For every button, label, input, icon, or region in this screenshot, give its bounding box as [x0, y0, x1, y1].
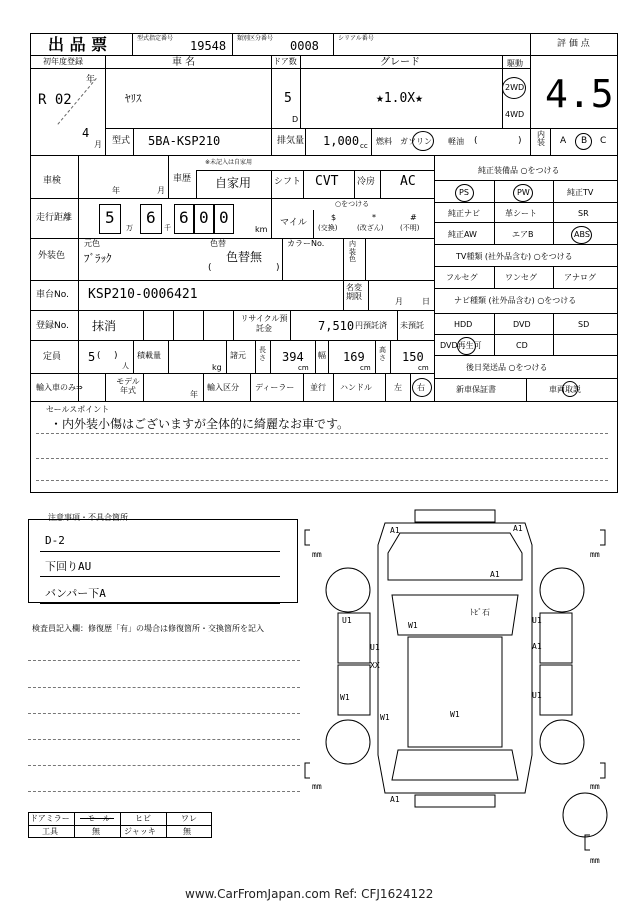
missing-v2: 無 — [92, 827, 100, 836]
car-damage-diagram — [300, 505, 625, 870]
handle-selected-circle — [412, 378, 432, 397]
car-name-value: ﾔﾘｽ — [125, 92, 142, 105]
repaint-paren-open: ( — [208, 263, 212, 273]
drive-label: 駆動 — [507, 59, 523, 68]
first-reg-year: R 02 — [38, 92, 72, 108]
model-designation-value: 19548 — [190, 39, 227, 53]
mark-4: ﾄﾋﾞ石 — [470, 608, 490, 617]
name-period-label: 名変期限 — [346, 283, 362, 302]
note-line-3: バンパー下A — [45, 587, 106, 600]
name-day-label: 日 — [422, 297, 430, 306]
load-unit: kg — [212, 363, 222, 372]
load-label: 積載量 — [137, 351, 161, 360]
missing-v1: 工具 — [42, 827, 58, 836]
doors-value: 5 — [284, 91, 292, 106]
capacity-unit: 人 — [122, 362, 129, 370]
repaint-label: 色替 — [210, 239, 226, 248]
mileage-label: 走行距離 — [36, 213, 73, 223]
interior-selected-circle — [575, 133, 592, 150]
doors-label: ドア数 — [273, 57, 297, 66]
equip-pw: PW — [517, 188, 530, 197]
repaint-paren-close: ) — [276, 263, 280, 273]
import-type-label: 輸入区分 — [207, 383, 239, 392]
orig-color-value: ﾌﾞﾗｯｸ — [84, 252, 112, 265]
inspection-label: 車検 — [43, 176, 62, 186]
mark-11: U1 — [532, 691, 542, 700]
navi-dvd: DVD — [513, 320, 531, 329]
dims-label: 諸元 — [230, 351, 246, 360]
recycle-unpaid: 未預託 — [400, 321, 424, 330]
drive-4wd: 4WD — [505, 110, 525, 119]
displacement-unit: cc — [360, 142, 368, 150]
spare-wheel — [563, 793, 607, 837]
equip-aw: 純正AW — [448, 230, 477, 239]
equip-leather: 革シート — [505, 209, 537, 218]
length-unit: cm — [298, 364, 309, 372]
category-label: 類別区分番号 — [237, 35, 274, 42]
missing-v4: 無 — [183, 827, 191, 836]
interior-grade-b: B — [581, 136, 588, 146]
navi-cd: CD — [516, 341, 528, 350]
mark-15: A1 — [390, 795, 400, 804]
ac-label: 冷房 — [357, 177, 376, 187]
category-value: 0008 — [290, 39, 319, 53]
length-label: 長さ — [259, 346, 266, 362]
capacity-value: 5 — [88, 350, 96, 364]
meter-opt-hash-label: (不明) — [400, 224, 420, 232]
mileage-unit-man: 万 — [126, 224, 133, 232]
height-unit: cm — [418, 364, 429, 372]
capacity-label: 定員 — [43, 352, 62, 362]
mark-9: U1 — [532, 616, 542, 625]
handle-left: 左 — [394, 383, 402, 392]
equip-ps: PS — [459, 188, 469, 197]
height-value: 150 — [402, 350, 424, 364]
mileage-digit-4: 0 — [199, 208, 209, 227]
drive-selected-circle — [502, 77, 526, 99]
missing-h1: ドアミラー — [30, 814, 70, 823]
equip-pw-circle — [513, 184, 533, 202]
reg-no-value: 抹消 — [92, 319, 117, 333]
fuel-paren-open: ( — [474, 136, 478, 146]
color-no-label: カラーNo. — [287, 239, 325, 248]
equip-abs: ABS — [574, 230, 590, 239]
missing-h2-strike — [80, 818, 114, 819]
navi-sd: SD — [578, 320, 590, 329]
equip-ps-circle — [455, 184, 474, 202]
equipment-title: 純正装備品 ○をつける — [478, 166, 560, 175]
mileage-unit-sen: 千 — [164, 224, 171, 232]
fuel-value: ガソリン — [400, 137, 432, 146]
mark-6: W1 — [408, 621, 418, 630]
length-value: 394 — [282, 350, 304, 364]
int-color-label: 内装色 — [349, 240, 356, 264]
fuel-selected-circle — [412, 131, 434, 151]
capacity-paren-close: ) — [114, 351, 118, 361]
score-value: 4.5 — [545, 72, 614, 116]
inspector-label: 検査員記入欄：修復歴「有」の場合は修復箇所・交換箇所を記入 — [32, 624, 264, 633]
mileage-digit-3: 6 — [179, 208, 189, 227]
shift-value: CVT — [315, 174, 339, 189]
sales-text: ・内外装小傷はございますが全体的に綺麗なお車です。 — [50, 417, 350, 431]
wheel-front-right — [540, 568, 584, 612]
score-label: 評 価 点 — [557, 39, 590, 49]
first-reg-year-label: 年 — [86, 75, 96, 85]
mark-10: A1 — [532, 642, 542, 651]
interior-grade-c: C — [600, 136, 607, 146]
later-manual-circle — [562, 381, 578, 397]
mark-14: W1 — [450, 710, 460, 719]
model-year-unit: 年 — [190, 390, 198, 399]
drive-2wd: 2WD — [505, 83, 525, 92]
grade-value: ★1.0X★ — [376, 91, 423, 106]
import-label: 輸入車のみ⇒ — [36, 383, 83, 392]
equip-navi: 純正ナビ — [448, 209, 480, 218]
missing-h4: ワレ — [181, 814, 197, 823]
equip-abs-circle — [571, 226, 592, 244]
mm-label-1: mm — [312, 550, 322, 559]
note-line-1: D-2 — [45, 534, 65, 547]
navi-dvd-play-circle — [457, 337, 476, 355]
mile-label: マイル — [280, 218, 307, 228]
later-title: 後日発送品 ○をつける — [466, 363, 548, 372]
sales-label: セールスポイント — [46, 405, 110, 414]
meter-opt-hash: # — [410, 213, 417, 222]
mileage-unit-km: km — [255, 225, 268, 234]
equip-airbag: エアB — [512, 230, 534, 239]
history-note: ※未記入は自家用 — [205, 159, 253, 166]
chassis-label: 車台No. — [36, 290, 69, 300]
mm-label-4: mm — [590, 782, 600, 791]
mark-5: U1 — [342, 616, 352, 625]
shift-label: シフト — [274, 177, 302, 187]
height-label: 高さ — [379, 346, 386, 362]
mark-2: A1 — [513, 524, 523, 533]
orig-color-label: 元色 — [84, 239, 100, 248]
history-value: 自家用 — [215, 176, 252, 190]
meter-mark-note: ○をつける — [335, 200, 370, 208]
mark-7: U1 — [370, 643, 380, 652]
wheel-rear-right — [540, 720, 584, 764]
width-unit: cm — [360, 364, 371, 372]
notes-label: 注意事項・不具合箇所 — [48, 513, 128, 522]
name-month-label: 月 — [395, 297, 403, 306]
first-reg-month: 4 — [82, 126, 90, 140]
handle-label: ハンドル — [340, 383, 372, 392]
missing-h2: モール — [87, 814, 111, 823]
interior-label: 内装 — [537, 130, 545, 147]
displacement-label: 排気量 — [277, 136, 305, 146]
inspection-month-label: 月 — [157, 186, 165, 195]
repaint-value: 色替無 — [226, 250, 263, 264]
mileage-digit-1: 5 — [105, 208, 115, 227]
mark-8: XX — [370, 661, 380, 670]
meter-opt-star-label: (改ざん) — [357, 224, 384, 232]
wheel-front-left — [326, 568, 370, 612]
footer-watermark: www.CarFromJapan.com Ref: CFJ1624122 — [185, 887, 434, 901]
reg-no-label: 登録No. — [36, 321, 69, 331]
car-body-outline — [378, 523, 532, 793]
first-reg-label: 初年度登録 — [43, 57, 83, 66]
navi-hdd: HDD — [454, 320, 473, 329]
note-line-2: 下回りAU — [45, 560, 92, 573]
mark-1: A1 — [390, 526, 400, 535]
displacement-value: 1,000 — [323, 134, 360, 148]
width-value: 169 — [343, 350, 365, 364]
model-value: 5BA-KSP210 — [148, 134, 221, 148]
inspection-year-label: 年 — [112, 186, 120, 195]
later-warranty: 新車保証書 — [456, 385, 496, 394]
equip-tv: 純正TV — [567, 188, 594, 197]
mm-label-2: mm — [590, 550, 600, 559]
tv-analog: アナログ — [564, 273, 596, 282]
model-year-label: モデル年式 — [116, 377, 140, 396]
serial-label: シリアル番号 — [338, 35, 374, 42]
navi-title: ナビ種類 (社外品含む) ○をつける — [454, 296, 577, 305]
wheel-rear-left — [326, 720, 370, 764]
recycle-status: 円預託済 — [355, 321, 387, 330]
fuel-paren-close: ) — [518, 136, 522, 146]
missing-h3: ヒビ — [135, 814, 151, 823]
mark-3: A1 — [490, 570, 500, 579]
chassis-value: KSP210-0006421 — [88, 287, 198, 302]
equip-sr: SR — [578, 209, 589, 218]
handle-right: 右 — [417, 383, 425, 392]
sheet-title: 出 品 票 — [48, 35, 108, 54]
navi-dvd-play: DVD再生可 — [440, 341, 482, 350]
model-label: 型式 — [112, 136, 131, 146]
first-reg-month-label: 月 — [94, 140, 102, 149]
width-label: 幅 — [318, 351, 326, 360]
grade-label: グレード — [380, 57, 420, 68]
car-name-label: 車 名 — [172, 57, 196, 68]
missing-v3: ジャッキ — [124, 827, 156, 836]
exterior-label: 外装色 — [38, 251, 66, 261]
recycle-label: リサイクル預託金 — [240, 314, 288, 333]
import-type-parallel: 並行 — [310, 383, 326, 392]
meter-opt-star: * — [372, 213, 376, 222]
mileage-digit-2: 6 — [146, 208, 156, 227]
mark-13: W1 — [380, 713, 390, 722]
ac-value: AC — [400, 174, 416, 189]
recycle-value: 7,510 — [318, 319, 355, 333]
door-type: D — [292, 115, 299, 124]
tv-fullseg: フルセグ — [446, 273, 478, 282]
tv-oneseg: ワンセグ — [505, 273, 537, 282]
mm-label-5: mm — [590, 856, 600, 865]
model-designation-label: 型式指定番号 — [137, 35, 174, 42]
meter-opt-dollar-label: (交換) — [318, 224, 338, 232]
fuel-alt: 軽油 — [448, 137, 464, 146]
fuel-label: 燃料 — [376, 137, 392, 146]
mark-12: W1 — [340, 693, 350, 702]
mm-label-3: mm — [312, 782, 322, 791]
history-label: 車歴 — [173, 174, 192, 184]
later-manual: 車両取説 — [549, 385, 581, 394]
tv-title: TV種類 (社外品含む) ○をつける — [456, 252, 573, 261]
mileage-digit-5: 0 — [219, 208, 229, 227]
meter-opt-dollar: $ — [331, 213, 337, 222]
capacity-paren-open: ( — [97, 351, 101, 361]
interior-grade-a: A — [560, 136, 567, 146]
import-type-dealer: ディーラー — [255, 383, 295, 392]
